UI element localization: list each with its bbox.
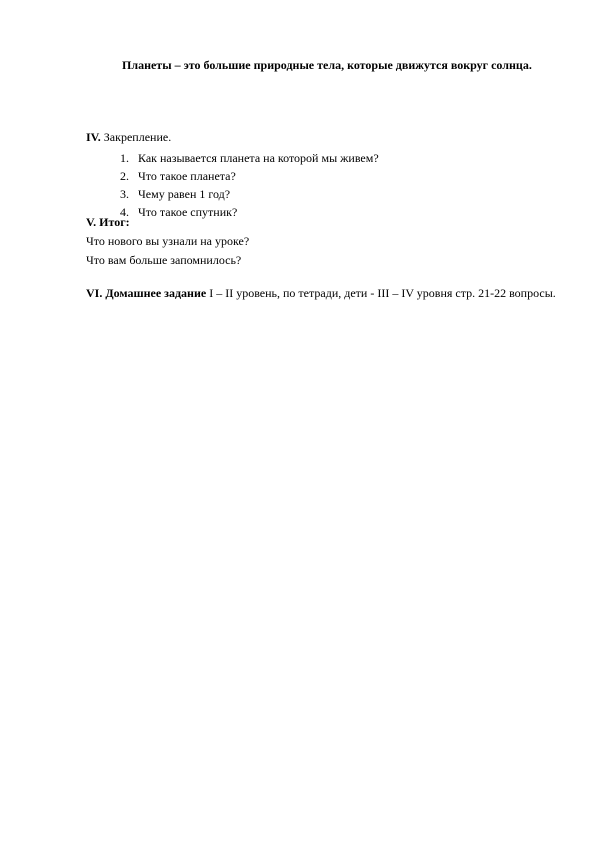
- question-text: Что такое планета?: [138, 169, 236, 183]
- section-homework: [86, 284, 566, 302]
- list-number: 2.: [120, 169, 129, 183]
- homework-text: I – II уровень, по тетради, дети - III – IV уровня стр. 21-22 вопросы.: [206, 286, 556, 300]
- section-heading: V. Итог:: [86, 215, 130, 229]
- list-item: [86, 185, 566, 203]
- section-consolidation: [86, 128, 566, 221]
- list-number: 3.: [120, 187, 129, 201]
- summary-question: Что вам больше запомнилось?: [86, 253, 242, 267]
- section-summary: [86, 213, 566, 270]
- section-title: Закрепление.: [103, 130, 172, 144]
- question-text: Чему равен 1 год?: [138, 187, 231, 201]
- section-numeral: IV.: [86, 130, 101, 144]
- planet-definition: Планеты – это большие природные тела, которые движутся вокруг солнца.: [122, 58, 532, 72]
- question-text: Что такое спутник?: [138, 205, 238, 219]
- list-number: 4.: [120, 205, 129, 219]
- list-number: 1.: [120, 151, 129, 165]
- section-heading: VI. Домашнее задание: [86, 286, 207, 300]
- question-list: [86, 149, 566, 221]
- list-item: [86, 167, 566, 185]
- question-text: Как называется планета на которой мы живем?: [138, 151, 379, 165]
- summary-question: Что нового вы узнали на уроке?: [86, 234, 250, 248]
- list-item: [86, 149, 566, 167]
- section-heading: [86, 128, 566, 147]
